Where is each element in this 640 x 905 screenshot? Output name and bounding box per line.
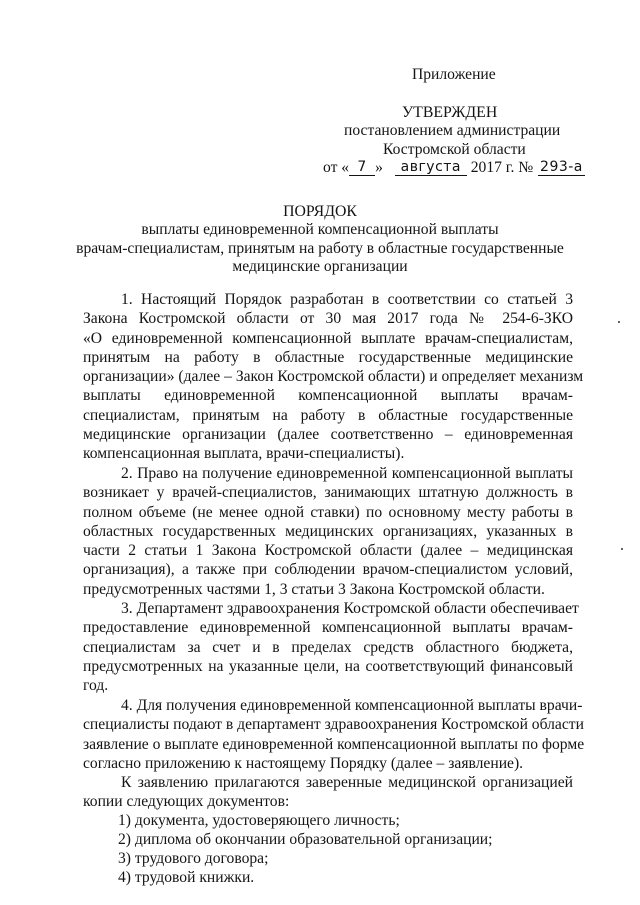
paragraph-line: выплаты единовременной компенсационной выплаты врачам-: [83, 387, 573, 405]
approval-date: [323, 159, 585, 177]
documents-list-item: 4) трудовой книжки.: [118, 869, 255, 886]
paragraph-line: специалисты подают в департамент здравоохранения Костромской области: [83, 716, 584, 734]
paragraph-line: организации» (далее – Закон Костромской области) и определяет механизм: [83, 368, 584, 386]
paragraph-4: [83, 696, 585, 773]
paragraph-line: согласно приложению к настоящему Порядку (далее – заявление).: [83, 754, 524, 772]
paragraph-line: областных государственных медицинских организациях, указанных в: [83, 522, 573, 540]
document-number: 293-а: [540, 159, 583, 175]
documents-list-item: 1) документа, удостоверяющего личность;: [118, 812, 400, 829]
scan-speck: [621, 548, 623, 550]
paragraph-line: компенсационная выплата, врачи-специалисты).: [83, 445, 405, 463]
document-title: ПОРЯДОК: [283, 203, 357, 220]
date-month: августа: [395, 160, 467, 176]
approved-label: УТВЕРЖДЕН: [402, 104, 498, 121]
paragraph-line: медицинские организации (далее соответственно – единовременная: [83, 426, 573, 444]
paragraph-line: «О единовременной компенсационной выплате врачам-специалистам,: [83, 329, 573, 347]
date-day: 7: [349, 160, 375, 176]
paragraph-line: специалистам, принятым на работу в областные государственные: [83, 406, 573, 424]
paragraph-line: Закона Костромской области от 30 мая 2017 года № 254-6-ЗКО: [83, 310, 573, 328]
paragraph-line: 1. Настоящий Порядок разработан в соответствии со статьей 3: [121, 291, 573, 308]
document-subtitle-1: выплаты единовременной компенсационной выплаты: [141, 221, 499, 238]
paragraph-line: предусмотренных на указанные цели, на соответствующий финансовый: [83, 657, 573, 675]
paragraph-2: [83, 464, 573, 599]
documents-list-item: 2) диплома об окончании образовательной организации;: [118, 831, 493, 848]
paragraph-line: возникает у врачей-специалистов, занимающих штатную должность в: [83, 484, 573, 502]
document-subtitle-3: медицинские организации: [232, 258, 408, 275]
paragraph-line: К заявлению прилагаются заверенные медицинской организацией: [121, 774, 573, 791]
appendix-label: Приложение: [412, 66, 496, 83]
scan-speck: [618, 321, 620, 323]
paragraph-line: 2. Право на получение единовременной компенсационной выплаты: [121, 465, 573, 482]
date-mid: »: [375, 159, 383, 176]
paragraph-line: организация), а также при соблюдении врачом-специалистом условий,: [83, 561, 573, 579]
paragraph-line: год.: [83, 677, 109, 695]
approved-by-line: постановлением администрации: [344, 122, 561, 139]
paragraph-line: предусмотренных частями 1, 3 статьи 3 Закона Костромской области.: [83, 580, 545, 598]
paragraph-line: 4. Для получения единовременной компенсационной выплаты врачи-: [121, 697, 583, 714]
paragraph-line: 3. Департамент здравоохранения Костромской области обеспечивает: [121, 600, 579, 617]
documents-list-item: 3) трудового договора;: [118, 850, 269, 867]
paragraph-line: части 2 статьи 1 Закона Костромской области (далее – медицинская: [83, 542, 573, 560]
paragraph-line: предоставление единовременной компенсационной выплаты врачам-: [83, 619, 573, 637]
paragraph-3: [83, 599, 579, 695]
region-line: Костромской области: [383, 141, 526, 158]
date-prefix: от «: [323, 159, 350, 176]
date-year: 2017 г. №: [470, 159, 534, 176]
paragraph-1: [83, 290, 584, 464]
paragraph-line: копии следующих документов:: [83, 793, 290, 811]
paragraph-line: принятым на работу в областные государственные медицинские: [83, 348, 573, 366]
document-subtitle-2: врачам-специалистам, принятым на работу в областные государственные: [76, 240, 564, 257]
paragraph-5: [83, 773, 573, 812]
paragraph-line: заявление о выплате единовременной компенсационной выплаты по форме: [83, 735, 585, 753]
paragraph-line: специалистам за счет и в пределах средств областного бюджета,: [83, 638, 573, 656]
paragraph-line: полном объеме (не менее одной ставки) по основному месту работы в: [83, 503, 573, 521]
